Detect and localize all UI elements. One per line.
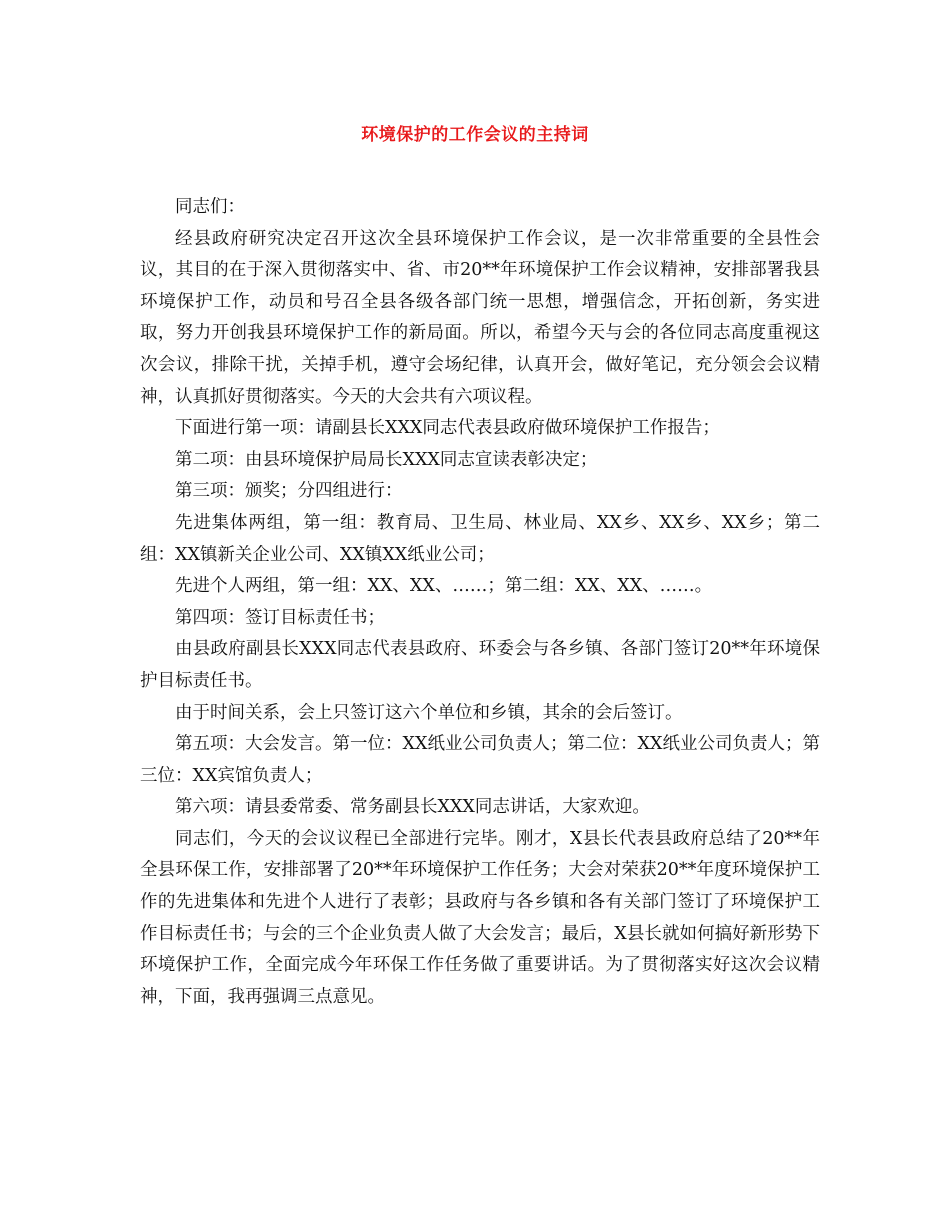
paragraph-salutation: 同志们： — [175, 197, 245, 217]
document-title: 环境保护的工作会议的主持词 — [361, 125, 589, 145]
paragraph-item-6: 第六项：请县委常委、常务副县长XXX同志讲话，大家欢迎。 — [175, 797, 650, 818]
paragraph-time-note: 由于时间关系，会上只签订这六个单位和乡镇，其余的会后签订。 — [175, 702, 683, 723]
paragraph-item-4: 第四项：签订目标责任书； — [175, 607, 385, 628]
paragraph-opening: 经县政府研究决定召开这次全县环境保护工作会议，是一次非常重要的全县性会议，其目的在于深入贯彻落实中、省、市20**年环境保护工作会议精神，安排部署我县环境保护工作，动员和号召全县各级各部门统一思想，增强信念，开拓创新，务实进取，努力开创我县环境保护工作的新局面。所以，希望今天与会的各位同志高度重视这次会议，排除干扰，关掉手机，遵守会场纪律，认真开会，做好笔记，充分领会会议精神，认真抓好贯彻落实。今天的大会共有六项议程。 — [140, 228, 820, 407]
paragraph-advanced-individuals: 先进个人两组，第一组：XX、XX、……；第二组：XX、XX、……。 — [175, 576, 713, 597]
paragraph-item-1: 下面进行第一项：请副县长XXX同志代表县政府做环境保护工作报告； — [175, 418, 720, 439]
paragraph-summary: 同志们，今天的会议议程已全部进行完毕。刚才，X县长代表县政府总结了20**年全县环保工作，安排部署了20**年环境保护工作任务；大会对荣获20**年度环境保护工作的先进集体和先进个人进行了表彰；县政府与各乡镇和各有关部门签订了环境保护工作目标责任书；与会的三个企业负责人做了大会发言；最后，X县长就如何搞好新形势下环境保护工作，全面完成今年环保工作任务做了重要讲话。为了贯彻落实好这次会议精神，下面，我再强调三点意见。 — [140, 828, 820, 1007]
paragraph-signing: 由县政府副县长XXX同志代表县政府、环委会与各乡镇、各部门签订20**年环境保护目标责任书。 — [140, 639, 820, 691]
document-body — [140, 192, 820, 1013]
paragraph-item-2: 第二项：由县环境保护局局长XXX同志宣读表彰决定； — [175, 449, 598, 470]
paragraph-advanced-groups: 先进集体两组，第一组：教育局、卫生局、林业局、XX乡、XX乡、XX乡；第二组：XX镇新关企业公司、XX镇XX纸业公司； — [140, 512, 820, 565]
paragraph-item-3: 第三项：颁奖；分四组进行： — [175, 481, 403, 502]
paragraph-item-5: 第五项：大会发言。第一位：XX纸业公司负责人；第二位：XX纸业公司负责人；第三位：XX宾馆负责人； — [140, 734, 820, 786]
